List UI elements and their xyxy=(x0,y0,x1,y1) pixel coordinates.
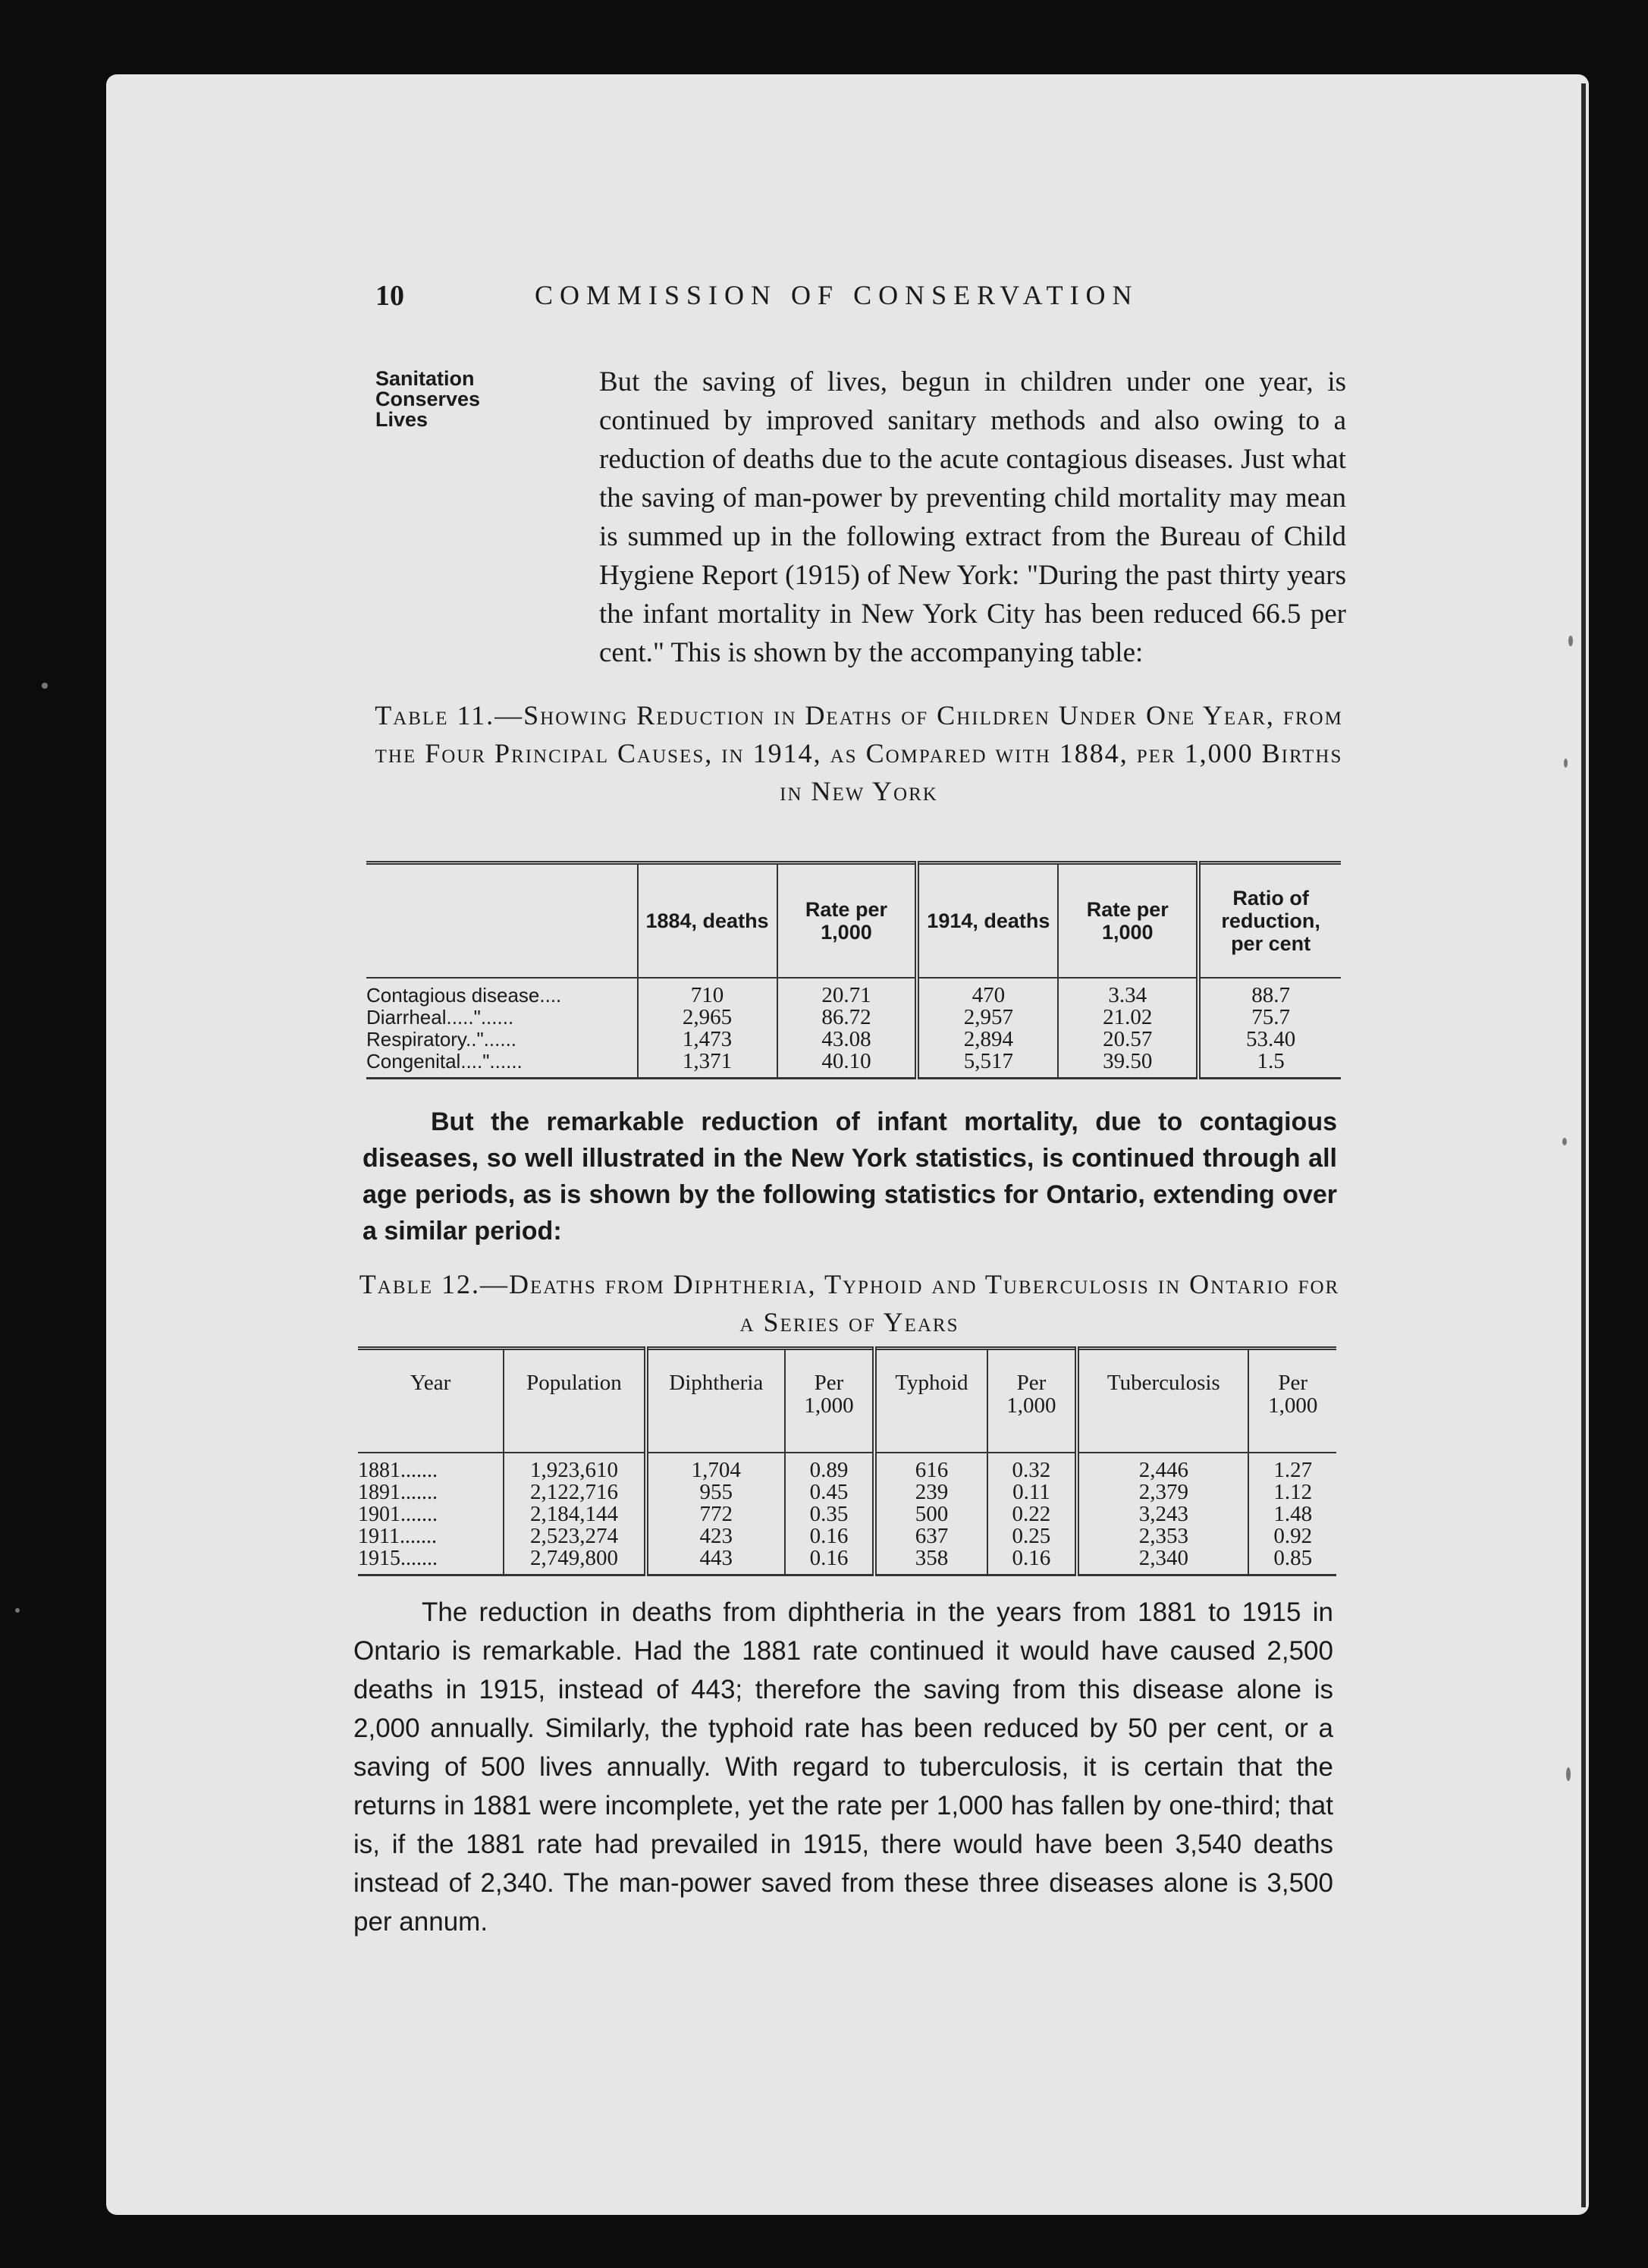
table-row xyxy=(366,1007,1341,1029)
table-cell: 0.25 xyxy=(987,1525,1077,1547)
table-cell: 358 xyxy=(874,1547,987,1575)
table-cell: 3.34 xyxy=(1058,978,1198,1007)
table-row xyxy=(366,978,1341,1007)
table-cell: 3,243 xyxy=(1077,1503,1248,1525)
table-cell: 1,704 xyxy=(646,1453,785,1481)
scan-speck xyxy=(42,683,48,689)
table-cell: 0.16 xyxy=(785,1525,874,1547)
table-row xyxy=(358,1503,1336,1525)
table-cell: 86.72 xyxy=(777,1007,918,1029)
table-cell: 500 xyxy=(874,1503,987,1525)
table-cell: 20.57 xyxy=(1058,1029,1198,1051)
table-cell: 423 xyxy=(646,1525,785,1547)
table-11 xyxy=(366,861,1341,1079)
table-cell: 0.22 xyxy=(987,1503,1077,1525)
table-cell: 21.02 xyxy=(1058,1007,1198,1029)
table-cell: 53.40 xyxy=(1198,1029,1341,1051)
table-12-header: Diphtheria xyxy=(646,1349,785,1453)
running-title: COMMISSION OF CONSERVATION xyxy=(535,280,1139,310)
table-cell: 40.10 xyxy=(777,1051,918,1079)
scan-speck xyxy=(15,1608,20,1613)
table-row xyxy=(358,1481,1336,1503)
table-cell: 1.27 xyxy=(1248,1453,1336,1481)
table-cell: 2,379 xyxy=(1077,1481,1248,1503)
table-cell: 2,894 xyxy=(917,1029,1058,1051)
table-cell: 75.7 xyxy=(1198,1007,1341,1029)
table-cell: 2,446 xyxy=(1077,1453,1248,1481)
table-cell: 1.5 xyxy=(1198,1051,1341,1079)
table-cell: 2,122,716 xyxy=(504,1481,646,1503)
table-cell: 88.7 xyxy=(1198,978,1341,1007)
scan-speck xyxy=(1564,759,1568,768)
table-cell: 2,749,800 xyxy=(504,1547,646,1575)
table-cell: Respiratory.."...... xyxy=(366,1028,517,1051)
table-12-header: Per 1,000 xyxy=(785,1349,874,1453)
paragraph-3 xyxy=(353,1593,1333,1941)
scan-speck xyxy=(1568,636,1573,646)
page-number: 10 xyxy=(375,280,404,312)
table-cell: 0.32 xyxy=(987,1453,1077,1481)
paragraph-2-text: But the remarkable reduction of infant mortality, due to contagious diseases, so well illustrated in the New York statistics, is continued through all age periods, as is shown by the following statistics for Ontario, extending over a similar period: xyxy=(363,1107,1337,1246)
table-cell: 955 xyxy=(646,1481,785,1503)
table-cell: 1881....... xyxy=(358,1459,438,1482)
intro-paragraph-text xyxy=(599,363,1346,672)
margin-note-line: Lives xyxy=(375,408,428,431)
table-12-header: Per 1,000 xyxy=(987,1349,1077,1453)
table-cell: 1891....... xyxy=(358,1481,438,1504)
table-12-header: Tuberculosis xyxy=(1077,1349,1248,1453)
table-11-header: 1884, deaths xyxy=(638,863,777,979)
table-11-header: 1914, deaths xyxy=(917,863,1058,979)
table-11-header-row xyxy=(366,863,1341,979)
table-cell: 0.92 xyxy=(1248,1525,1336,1547)
table-cell: 443 xyxy=(646,1547,785,1575)
table-cell: 0.45 xyxy=(785,1481,874,1503)
table-cell: 772 xyxy=(646,1503,785,1525)
table-row xyxy=(358,1453,1336,1481)
table-12-header: Per 1,000 xyxy=(1248,1349,1336,1453)
table-cell: 0.35 xyxy=(785,1503,874,1525)
margin-note-line: Sanitation xyxy=(375,367,475,390)
table-cell: 0.16 xyxy=(785,1547,874,1575)
table-row xyxy=(358,1525,1336,1547)
table-12-header: Typhoid xyxy=(874,1349,987,1453)
table-cell: 2,184,144 xyxy=(504,1503,646,1525)
scan-speck xyxy=(1566,1767,1571,1781)
table-cell: 2,353 xyxy=(1077,1525,1248,1547)
table-cell: 637 xyxy=(874,1525,987,1547)
table-12-caption: Table 12.—Deaths from Diphtheria, Typhoid and Tuberculosis in Ontario for a Series of Years xyxy=(359,1269,1340,1337)
table-11-header: Rate per 1,000 xyxy=(1058,863,1198,979)
paragraph-3-text: The reduction in deaths from diphtheria in the years from 1881 to 1915 in Ontario is remarkable. Had the 1881 rate continued it would have caused 2,500 deaths in 1915, instead of 443; therefore the saving from this disease alone is 2,000 annually. Similarly, the typhoid rate has been reduced by 50 per cent, or a saving of 500 lives annually. With regard to tuberculosis, it is certain that the returns in 1881 were incomplete, yet the rate per 1,000 has fallen by one-third; that is, if the 1881 rate had prevailed in 1915, there would have been 3,540 deaths instead of 2,340. The man-power saved from these three diseases alone is 3,500 per annum. xyxy=(353,1597,1333,1937)
table-cell: Congenital...."...... xyxy=(366,1051,638,1079)
table-cell: 2,340 xyxy=(1077,1547,1248,1575)
scan-speck xyxy=(1562,1138,1567,1145)
table-12-header: Population xyxy=(504,1349,646,1453)
table-12 xyxy=(358,1346,1336,1576)
table-cell: Contagious disease.... xyxy=(366,984,562,1007)
table-cell: 0.85 xyxy=(1248,1547,1336,1575)
table-11-caption: Table 11.—Showing Reduction in Deaths of Children Under One Year, from the Four Principal Causes, in 1914, as Compared with 1884, per 1,000 Births in New York xyxy=(375,700,1343,806)
page-edge-shadow xyxy=(1581,83,1586,2207)
table-cell: 1,371 xyxy=(638,1051,777,1079)
table-cell: Diarrheal....."...... xyxy=(366,1006,514,1029)
table-cell: 1.48 xyxy=(1248,1503,1336,1525)
table-cell: 1915....... xyxy=(358,1547,504,1575)
table-row xyxy=(366,1051,1341,1079)
running-head xyxy=(375,279,1323,317)
table-cell: 39.50 xyxy=(1058,1051,1198,1079)
table-cell: 20.71 xyxy=(777,978,918,1007)
table-cell: 1911....... xyxy=(358,1525,437,1548)
table-row xyxy=(358,1547,1336,1575)
table-cell: 1,923,610 xyxy=(504,1453,646,1481)
table-11-header xyxy=(366,863,638,979)
table-cell: 710 xyxy=(638,978,777,1007)
table-cell: 0.89 xyxy=(785,1453,874,1481)
paragraph-2 xyxy=(363,1104,1337,1249)
table-cell: 2,523,274 xyxy=(504,1525,646,1547)
table-11-header: Ratio of reduction, per cent xyxy=(1198,863,1341,979)
table-cell: 239 xyxy=(874,1481,987,1503)
table-cell: 2,957 xyxy=(917,1007,1058,1029)
table-cell: 1901....... xyxy=(358,1503,438,1526)
table-cell: 470 xyxy=(917,978,1058,1007)
table-cell: 616 xyxy=(874,1453,987,1481)
margin-note-line: Conserves xyxy=(375,388,481,410)
table-cell: 0.16 xyxy=(987,1547,1077,1575)
table-cell: 0.11 xyxy=(987,1481,1077,1503)
table-cell: 1,473 xyxy=(638,1029,777,1051)
table-12-header-row xyxy=(358,1349,1336,1453)
table-row xyxy=(366,1029,1341,1051)
table-cell: 5,517 xyxy=(917,1051,1058,1079)
intro-paragraph xyxy=(372,363,1346,672)
table-cell: 43.08 xyxy=(777,1029,918,1051)
table-12-header: Year xyxy=(358,1349,504,1453)
table-cell: 2,965 xyxy=(638,1007,777,1029)
table-cell: 1.12 xyxy=(1248,1481,1336,1503)
table-11-header: Rate per 1,000 xyxy=(777,863,918,979)
intro-paragraph-body: But the saving of lives, begun in children under one year, is continued by improved sanitary methods and also owing to a reduction of deaths due to the acute contagious diseases. Just what the saving of man-power by preventing child mortality may mean is summed up in the following extract from the Bureau of Child Hygiene Report (1915) of New York: "During the past thirty years the infant mortality in New York City has been reduced 66.5 per cent." This is shown by the accompanying table: xyxy=(599,366,1346,668)
